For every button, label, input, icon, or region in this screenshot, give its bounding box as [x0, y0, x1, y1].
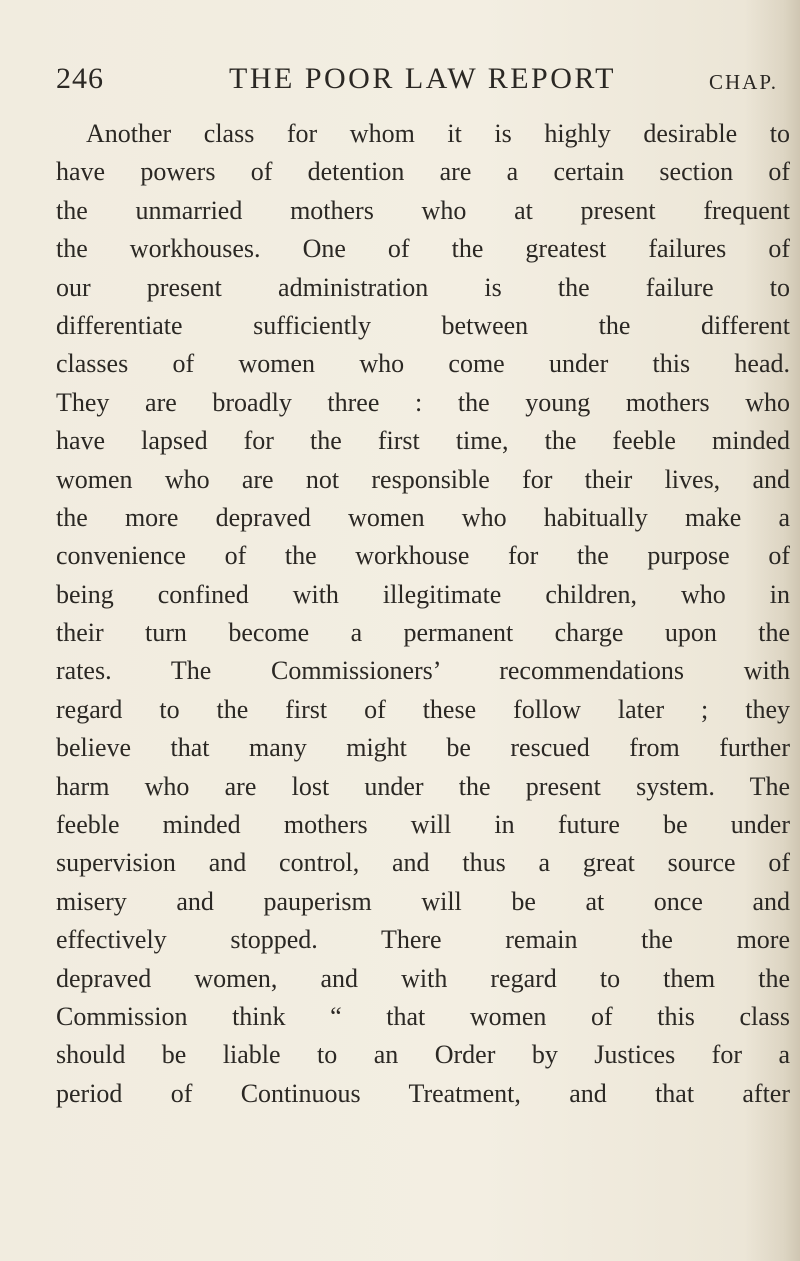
text-line: depraved women, and with regard to them the: [56, 963, 790, 993]
text-line: feeble minded mothers will in future be under: [56, 810, 790, 840]
text-line: effectively stopped. There remain the more: [56, 925, 790, 955]
text-line: period of Continuous Treatment, and that after: [56, 1078, 790, 1108]
text-line: harm who are lost under the present system. The: [56, 771, 790, 801]
page-number: 246: [56, 62, 104, 95]
text-line: have lapsed for the first time, the feeble minded: [56, 426, 790, 456]
chapter-abbreviation: CHAP.: [709, 70, 778, 94]
body-paragraph: [56, 115, 790, 1113]
text-line: Commission think “ that women of this class: [56, 1001, 790, 1031]
text-line: convenience of the workhouse for the purpose of: [56, 541, 790, 571]
text-line: our present administration is the failure to: [56, 272, 790, 302]
text-line: They are broadly three : the young mothers who: [56, 387, 790, 417]
text-line: Another class for whom it is highly desirable to: [86, 119, 790, 148]
text-line: regard to the first of these follow later ; they: [56, 694, 790, 724]
text-line: differentiate sufficiently between the different: [56, 310, 790, 340]
text-line: the workhouses. One of the greatest failures of: [56, 234, 790, 264]
page-header: [56, 62, 792, 102]
text-line: supervision and control, and thus a great source of: [56, 848, 790, 878]
text-line: rates. The Commissioners’ recommendations with: [56, 656, 790, 686]
text-line: the unmarried mothers who at present frequent: [56, 195, 790, 225]
text-line: should be liable to an Order by Justices for a: [56, 1040, 790, 1070]
text-line: believe that many might be rescued from further: [56, 733, 790, 763]
text-line: misery and pauperism will be at once and: [56, 886, 790, 916]
text-line: women who are not responsible for their lives, and: [56, 464, 790, 494]
text-line: classes of women who come under this head.: [56, 349, 790, 379]
text-line: being confined with illegitimate children, who in: [56, 579, 790, 609]
running-title: THE POOR LAW REPORT: [229, 62, 616, 95]
text-line: the more depraved women who habitually make a: [56, 502, 790, 532]
text-line: their turn become a permanent charge upon the: [56, 618, 790, 648]
text-line: have powers of detention are a certain section of: [56, 157, 790, 187]
